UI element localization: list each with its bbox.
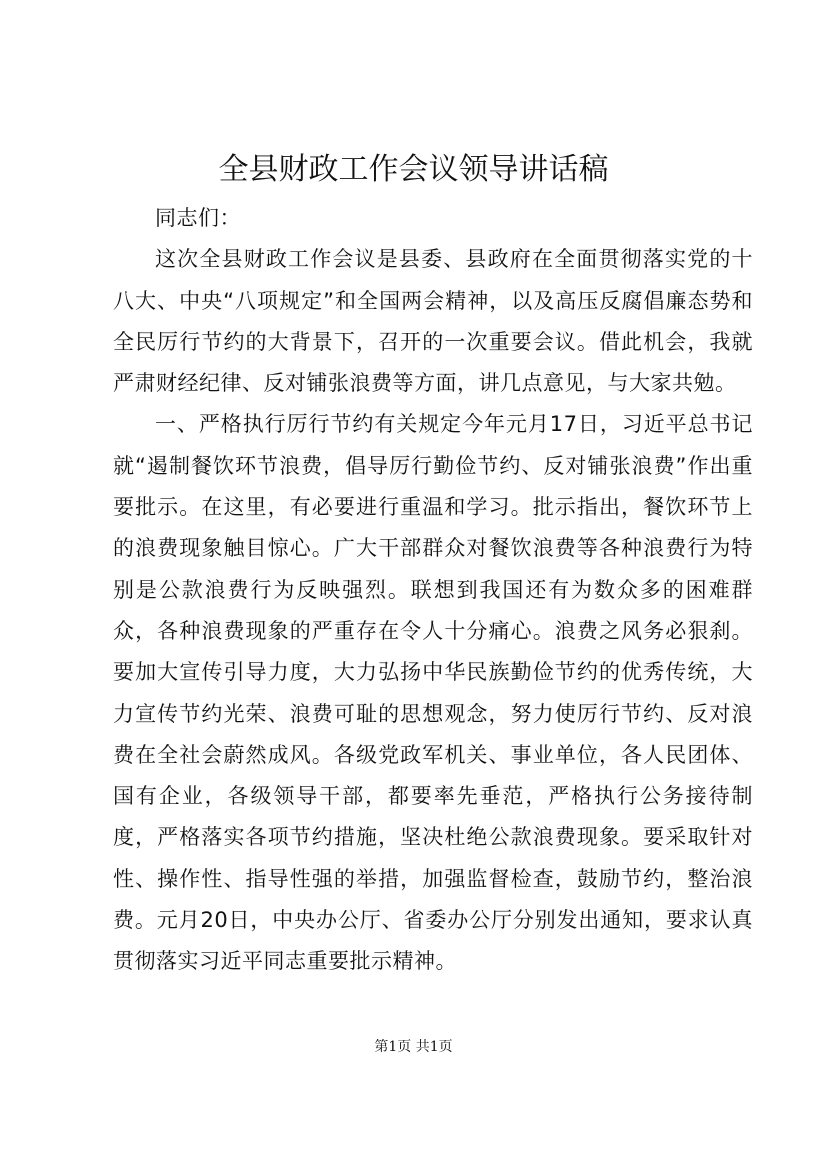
document-body xyxy=(113,198,753,983)
body-paragraph: 这次全县财政工作会议是县委、县政府在全面贯彻落实党的十八大、中央“八项规定”和全国两会精神，以及高压反腐倡廉态势和全民厉行节约的大背景下，召开的一次重要会议。借此机会，我就严肃财经纪律、反对铺张浪费等方面，讲几点意见，与大家共勉。 xyxy=(113,247,753,396)
salutation: 同志们： xyxy=(155,206,241,230)
document-title: 全县财政工作会议领导讲话稿 xyxy=(218,152,609,187)
body-paragraph: 一、严格执行厉行节约有关规定今年元月17日，习近平总书记就“遏制餐饮环节浪费，倡导厉行勤俭节约、反对铺张浪费”作出重要批示。在这里，有必要进行重温和学习。批示指出，餐饮环节上的浪费现象触目惊心。广大干部群众对餐饮浪费等各种浪费行为特别是公款浪费行为反映强烈。联想到我国还有为数众多的困难群众，各种浪费现象的严重存在令人十分痛心。浪费之风务必狠刹。要加大宣传引导力度，大力弘扬中华民族勤俭节约的优秀传统，大力宣传节约光荣、浪费可耻的思想观念，努力使厉行节约、反对浪费在全社会蔚然成风。各级党政军机关、事业单位，各人民团体、国有企业，各级领导干部，都要率先垂范，严格执行公务接待制度，严格落实各项节约措施，坚决杜绝公款浪费现象。要采取针对性、操作性、指导性强的举措，加强监督检查，鼓励节约，整治浪费。元月20日，中央办公厅、省委办公厅分别发出通知，要求认真贯彻落实习近平同志重要批示精神。 xyxy=(113,412,753,974)
page-footer: 第1页 共1页 xyxy=(374,1039,453,1055)
